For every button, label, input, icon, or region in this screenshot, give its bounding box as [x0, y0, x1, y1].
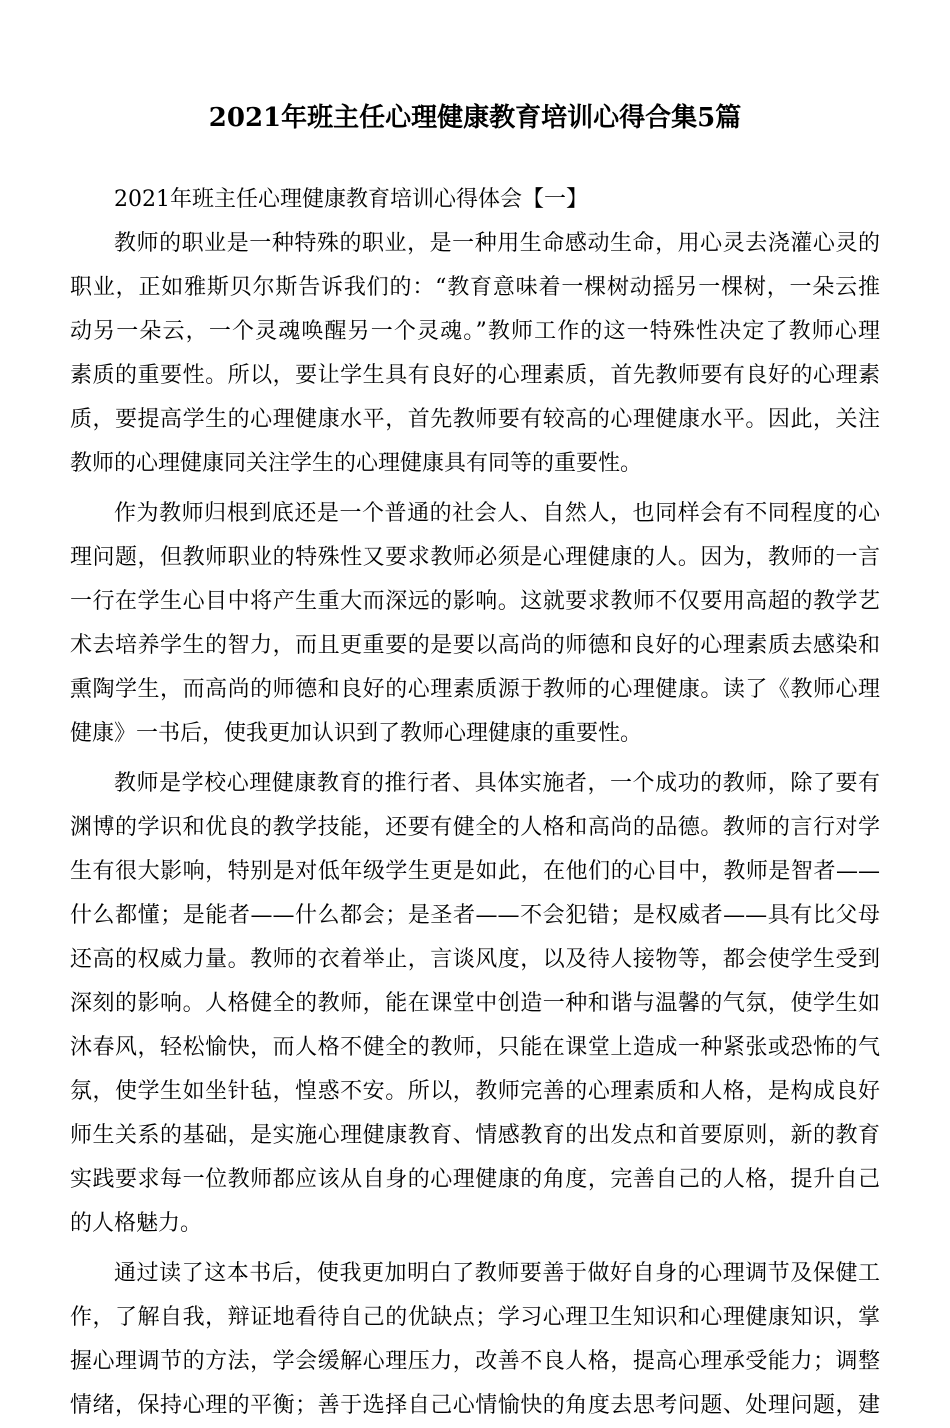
paragraph-line: 教师的心理健康同关注学生的心理健康具有同等的重要性。 [70, 451, 643, 476]
paragraph-line: 什么都懂；是能者——什么都会；是圣者——不会犯错；是权威者——具有比父母 [70, 903, 880, 928]
document-body [70, 178, 880, 1428]
paragraph-line: 教师的职业是一种特殊的职业，是一种用生命感动生命，用心灵去浇灌心灵的 [114, 231, 880, 256]
paragraph-line: 理问题，但教师职业的特殊性又要求教师必须是心理健康的人。因为，教师的一言 [70, 545, 880, 570]
paragraph-line: 生有很大影响，特别是对低年级学生更是如此，在他们的心目中，教师是智者—— [70, 859, 880, 884]
paragraph-line: 师生关系的基础，是实施心理健康教育、情感教育的出发点和首要原则，新的教育 [70, 1123, 880, 1148]
paragraph-line: 通过读了这本书后，使我更加明白了教师要善于做好自身的心理调节及保健工 [114, 1261, 880, 1286]
paragraph-line: 渊博的学识和优良的教学技能，还要有健全的人格和高尚的品德。教师的言行对学 [70, 815, 880, 840]
document-title: 2021年班主任心理健康教育培训心得合集5篇 [208, 103, 742, 133]
paragraph-line: 握心理调节的方法，学会缓解心理压力，改善不良人格，提高心理承受能力；调整 [70, 1349, 880, 1374]
paragraph-line: 深刻的影响。人格健全的教师，能在课堂中创造一种和谐与温馨的气氛，使学生如 [70, 991, 880, 1016]
paragraph-line: 作为教师归根到底还是一个普通的社会人、自然人，也同样会有不同程度的心 [114, 501, 880, 526]
paragraph-line: 熏陶学生，而高尚的师德和良好的心理素质源于教师的心理健康。读了《教师心理 [70, 677, 880, 702]
paragraph-line: 健康》一书后，使我更加认识到了教师心理健康的重要性。 [70, 721, 643, 746]
paragraph-line: 还高的权威力量。教师的衣着举止，言谈风度，以及待人接物等，都会使学生受到 [70, 947, 880, 972]
paragraph-line: 情绪，保持心理的平衡；善于选择自己心情愉快的角度去思考问题、处理问题，建 [70, 1393, 880, 1418]
paragraph-line: 术去培养学生的智力，而且更重要的是要以高尚的师德和良好的心理素质去感染和 [70, 633, 880, 658]
paragraph-line: 质，要提高学生的心理健康水平，首先教师要有较高的心理健康水平。因此，关注 [70, 407, 880, 432]
paragraph-line: 实践要求每一位教师都应该从自身的心理健康的角度，完善自己的人格，提升自己 [70, 1167, 880, 1192]
paragraph-line: 的人格魅力。 [70, 1211, 203, 1236]
paragraph-line: 氛，使学生如坐针毡，惶惑不安。所以，教师完善的心理素质和人格，是构成良好 [70, 1079, 880, 1104]
paragraph-line: 职业，正如雅斯贝尔斯告诉我们的：“教育意味着一棵树动摇另一棵树，一朵云推 [70, 275, 880, 300]
section-heading: 2021年班主任心理健康教育培训心得体会【一】 [114, 187, 588, 212]
paragraph-line: 动另一朵云，一个灵魂唤醒另一个灵魂。”教师工作的这一特殊性决定了教师心理 [70, 319, 880, 344]
paragraph-line: 作，了解自我，辩证地看待自己的优缺点；学习心理卫生知识和心理健康知识，掌 [70, 1305, 880, 1330]
paragraph-line: 一行在学生心目中将产生重大而深远的影响。这就要求教师不仅要用高超的教学艺 [70, 589, 880, 614]
paragraph-line: 素质的重要性。所以，要让学生具有良好的心理素质，首先教师要有良好的心理素 [70, 363, 880, 388]
paragraph-line: 沐春风，轻松愉快，而人格不健全的教师，只能在课堂上造成一种紧张或恐怖的气 [70, 1035, 880, 1060]
paragraph-line: 教师是学校心理健康教育的推行者、具体实施者，一个成功的教师，除了要有 [114, 771, 880, 796]
